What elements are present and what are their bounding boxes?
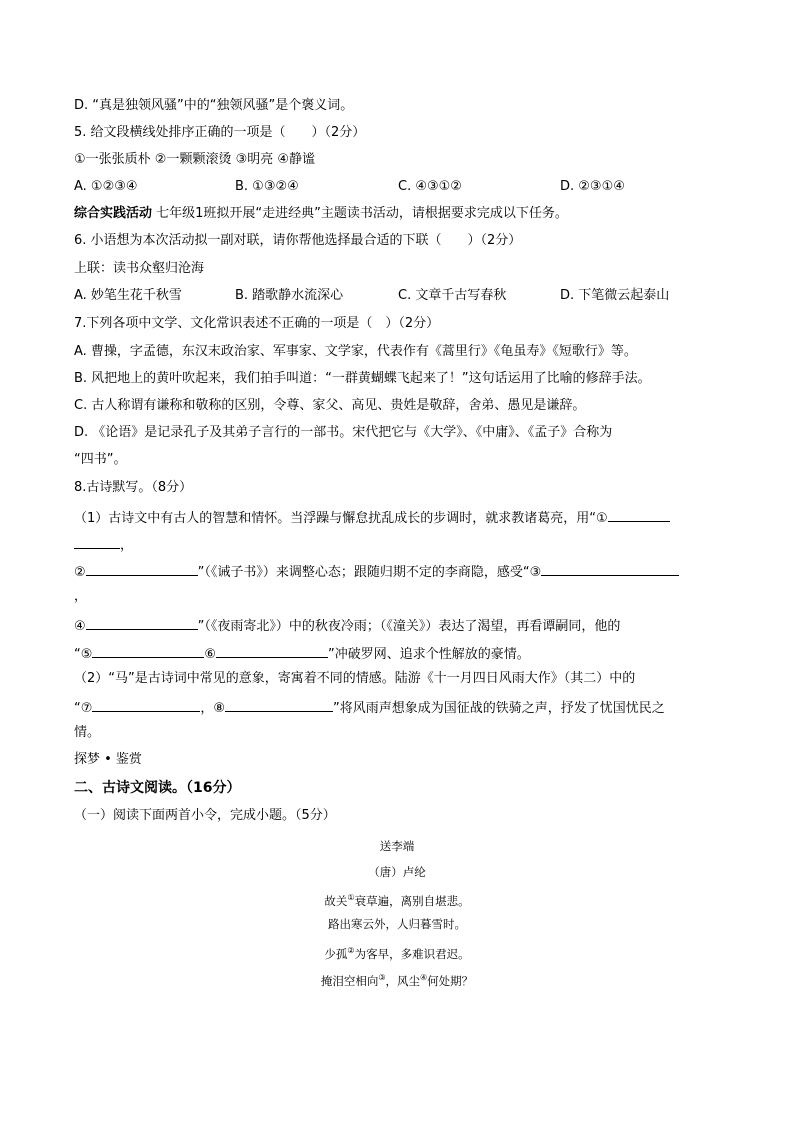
q6-option-c: C. 文章千古写春秋	[398, 288, 507, 303]
activity-line	[74, 205, 568, 223]
q5-option-a: A. ①②③④	[74, 179, 138, 194]
blank-1a	[608, 507, 670, 522]
q5-option-b: B. ①③②④	[235, 179, 299, 194]
poem-line-4: 掩泪空相向③，风尘④何处期？	[320, 973, 474, 988]
blank-6	[216, 643, 328, 658]
note-4: ④	[420, 973, 428, 982]
section-intro: （一）阅读下面两首小令，完成小题。（5分）	[74, 808, 336, 823]
blank-3	[541, 561, 679, 576]
note-3: ③	[378, 973, 386, 982]
poem-line-3: 少孤②为客早，多难识君迟。	[324, 946, 470, 961]
q6-stem: 6. 小语想为本次活动拟一副对联，请你帮他选择最合适的下联（ ）（2分）	[74, 233, 522, 248]
q8-line-3: ，	[74, 589, 88, 604]
q8-line-6: （2）“马”是古诗词中常见的意象，寄寓着不同的情感。陆游《十一月四日风雨大作》（其二）中的	[74, 671, 636, 686]
q8-line-7: “⑦ ，⑧ ”将风雨声想象成为国征战的铁骑之声，抒发了忧国忧民之	[74, 697, 665, 718]
blank-5	[92, 643, 204, 658]
q8-line-2: ② ”（《诫子书》）来调整心态；跟随归期不定的李商隐，感受“③	[74, 561, 679, 582]
activity-text: 七年级1班拟开展“走进经典”主题读书活动，请根据要求完成以下任务。	[152, 206, 568, 221]
blank-4	[86, 615, 198, 630]
poem-line-1: 故关①衰草遍，离别自堪悲。	[324, 893, 470, 908]
q7-option-d-line2: “四书”。	[74, 452, 127, 467]
q7-option-b: B. 风把地上的黄叶吹起来，我们拍手叫道：“一群黄蝴蝶飞起来了！”这句话运用了比喻的修辞手法。	[74, 371, 651, 386]
q8-line-5: “⑤ ⑥ ”冲破罗网、追求个性解放的豪情。	[74, 643, 530, 664]
poem-author: （唐）卢纶	[368, 865, 426, 879]
q7-option-d-line1: D. 《论语》是记录孔子及其弟子言行的一部书。宋代把它与《大学》、《中庸》、《孟子》合称为	[74, 425, 613, 440]
q8-line-4: ④ ”（《夜雨寄北》）中的秋夜冷雨；（《潼关》）表达了渴望，再看谭嗣同，他的	[74, 615, 620, 636]
note-1: ①	[347, 893, 355, 902]
q7-stem: 7.下列各项中文学、文化常识表述不正确的一项是（ ）（2分）	[74, 316, 440, 331]
poem-line-2: 路出寒云外，人归暮雪时。	[328, 917, 466, 931]
activity-label: 综合实践活动	[74, 206, 153, 221]
poem-title: 送李端	[379, 839, 415, 853]
q6-option-a: A. 妙笔生花千秋雪	[74, 288, 182, 303]
q8-line-1b: ，	[74, 534, 133, 555]
section-heading: 二、古诗文阅读。（16分）	[74, 780, 241, 796]
q7-option-a: A. 曹操，字孟德，东汉末政治家、军事家、文学家，代表作有《蒿里行》《龟虽寿》《短歌行》等。	[74, 344, 637, 359]
q4-option-d: D. “真是独领风骚”中的“独领风骚”是个褒义词。	[74, 98, 354, 113]
q7-option-c: C. 古人称谓有谦称和敬称的区别，令尊、家父、高见、贵姓是敬辞，舍弟、愚见是谦辞。	[74, 398, 586, 413]
note-2: ②	[347, 946, 355, 955]
blank-1b	[74, 534, 120, 549]
blank-8	[225, 697, 333, 712]
q6-upper-couplet: 上联：读书众壑归沧海	[74, 261, 205, 276]
q6-option-d: D. 下笔微云起泰山	[560, 288, 670, 303]
q5-stem: 5. 给文段横线处排序正确的一项是（ ）（2分）	[74, 125, 366, 140]
q8-stem: 8.古诗默写。（8分）	[74, 480, 193, 495]
q8-line-1: （1）古诗文中有古人的智慧和情怀。当浮躁与懈怠扰乱成长的步调时，就求教诸葛亮，用“①	[74, 507, 670, 528]
q8-line-8: 情。	[74, 725, 101, 740]
section-subtitle: 探梦 • 鉴赏	[74, 752, 142, 767]
q5-items: ①一张张质朴 ②一颗颗滚烫 ③明亮 ④静谧	[74, 152, 316, 167]
q6-option-b: B. 踏歌静水流深心	[235, 288, 344, 303]
q5-option-c: C. ④③①②	[398, 179, 462, 194]
blank-2	[86, 561, 198, 576]
q5-option-d: D. ②③①④	[560, 179, 625, 194]
blank-7	[92, 697, 200, 712]
